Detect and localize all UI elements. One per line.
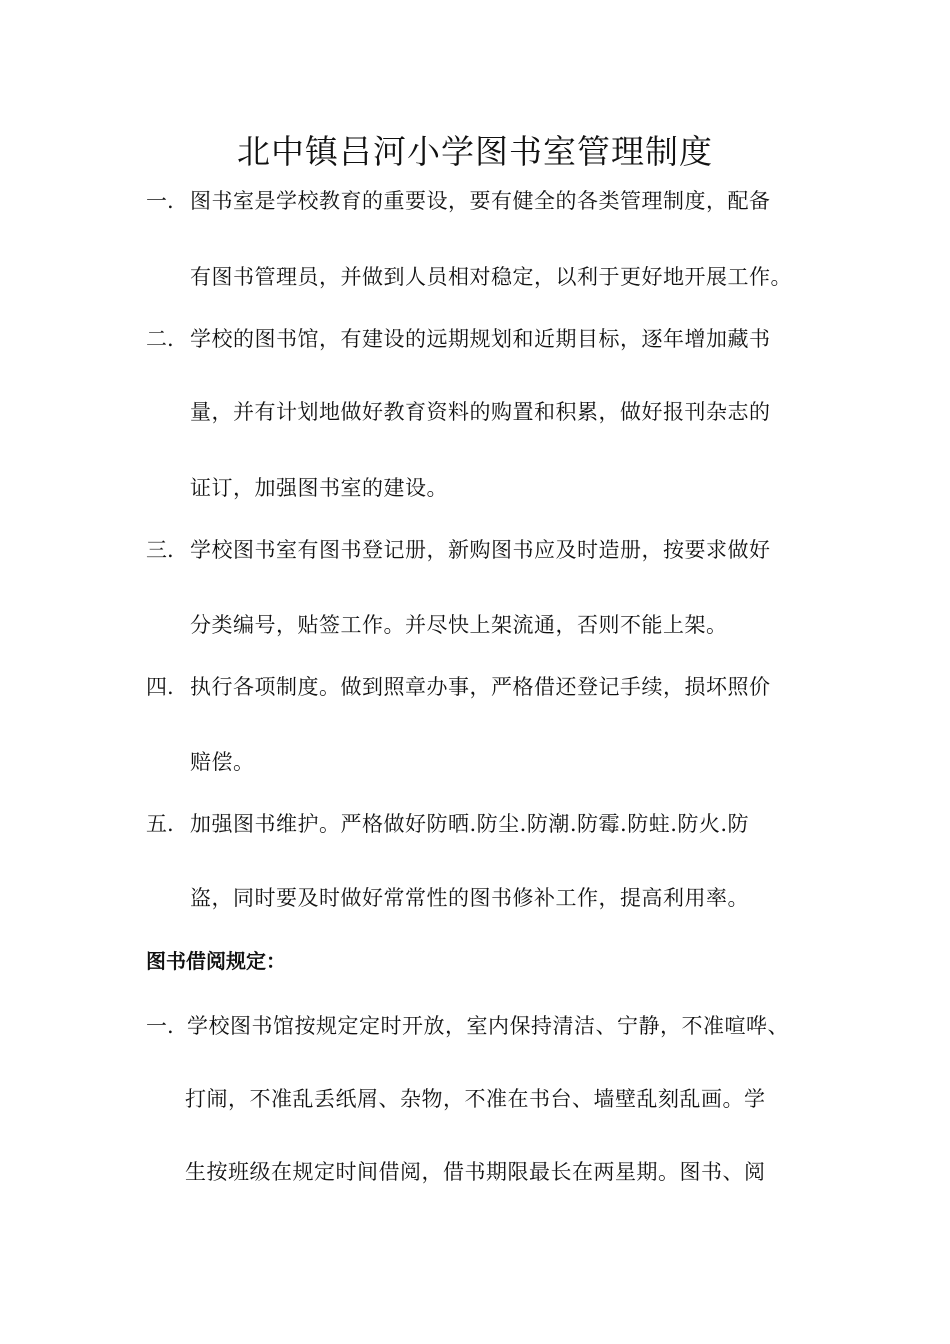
rule-2-line-2: 量，并有计划地做好教育资料的购置和积累，做好报刊杂志的 xyxy=(190,400,771,424)
rule-5-line-2: 盗，同时要及时做好常常性的图书修补工作，提高利用率。 xyxy=(190,886,749,910)
page-title: 北中镇吕河小学图书室管理制度 xyxy=(237,132,713,171)
rule-2-line-1: 学校的图书馆，有建设的远期规划和近期目标，逐年增加藏书 xyxy=(190,327,771,351)
borrow-rule-1-line-3: 生按班级在规定时间借阅，借书期限最长在两星期。图书、阅 xyxy=(185,1160,766,1184)
rule-1-line-1: 图书室是学校教育的重要设，要有健全的各类管理制度，配备 xyxy=(190,189,771,213)
rule-1-line-2: 有图书管理员，并做到人员相对稳定，以利于更好地开展工作。 xyxy=(190,265,792,289)
rule-1-number: 一. xyxy=(146,189,174,213)
borrowing-heading: 图书借阅规定： xyxy=(146,949,286,973)
rule-3-line-2: 分类编号，贴签工作。并尽快上架流通，否则不能上架。 xyxy=(190,613,728,637)
rule-4-number: 四. xyxy=(146,675,174,699)
borrow-rule-1-line-2: 打闹，不准乱丢纸屑、杂物，不准在书台、墙壁乱刻乱画。学 xyxy=(185,1087,766,1111)
rule-5-line-1: 加强图书维护。严格做好防晒.防尘.防潮.防霉.防蛀.防火.防 xyxy=(190,812,750,836)
rule-3-line-1: 学校图书室有图书登记册，新购图书应及时造册，按要求做好 xyxy=(190,538,771,562)
rule-4-line-1: 执行各项制度。做到照章办事，严格借还登记手续，损坏照价 xyxy=(190,675,771,699)
borrow-rule-1-number: 一. xyxy=(146,1014,174,1038)
rule-2-number: 二. xyxy=(146,327,174,351)
rule-3-number: 三. xyxy=(146,538,174,562)
rule-4-line-2: 赔偿。 xyxy=(190,750,255,774)
borrow-rule-1-line-1: 学校图书馆按规定定时开放，室内保持清洁、宁静，不准喧哗、 xyxy=(187,1014,789,1038)
rule-5-number: 五. xyxy=(146,812,174,836)
rule-2-line-3: 证订，加强图书室的建设。 xyxy=(190,476,448,500)
